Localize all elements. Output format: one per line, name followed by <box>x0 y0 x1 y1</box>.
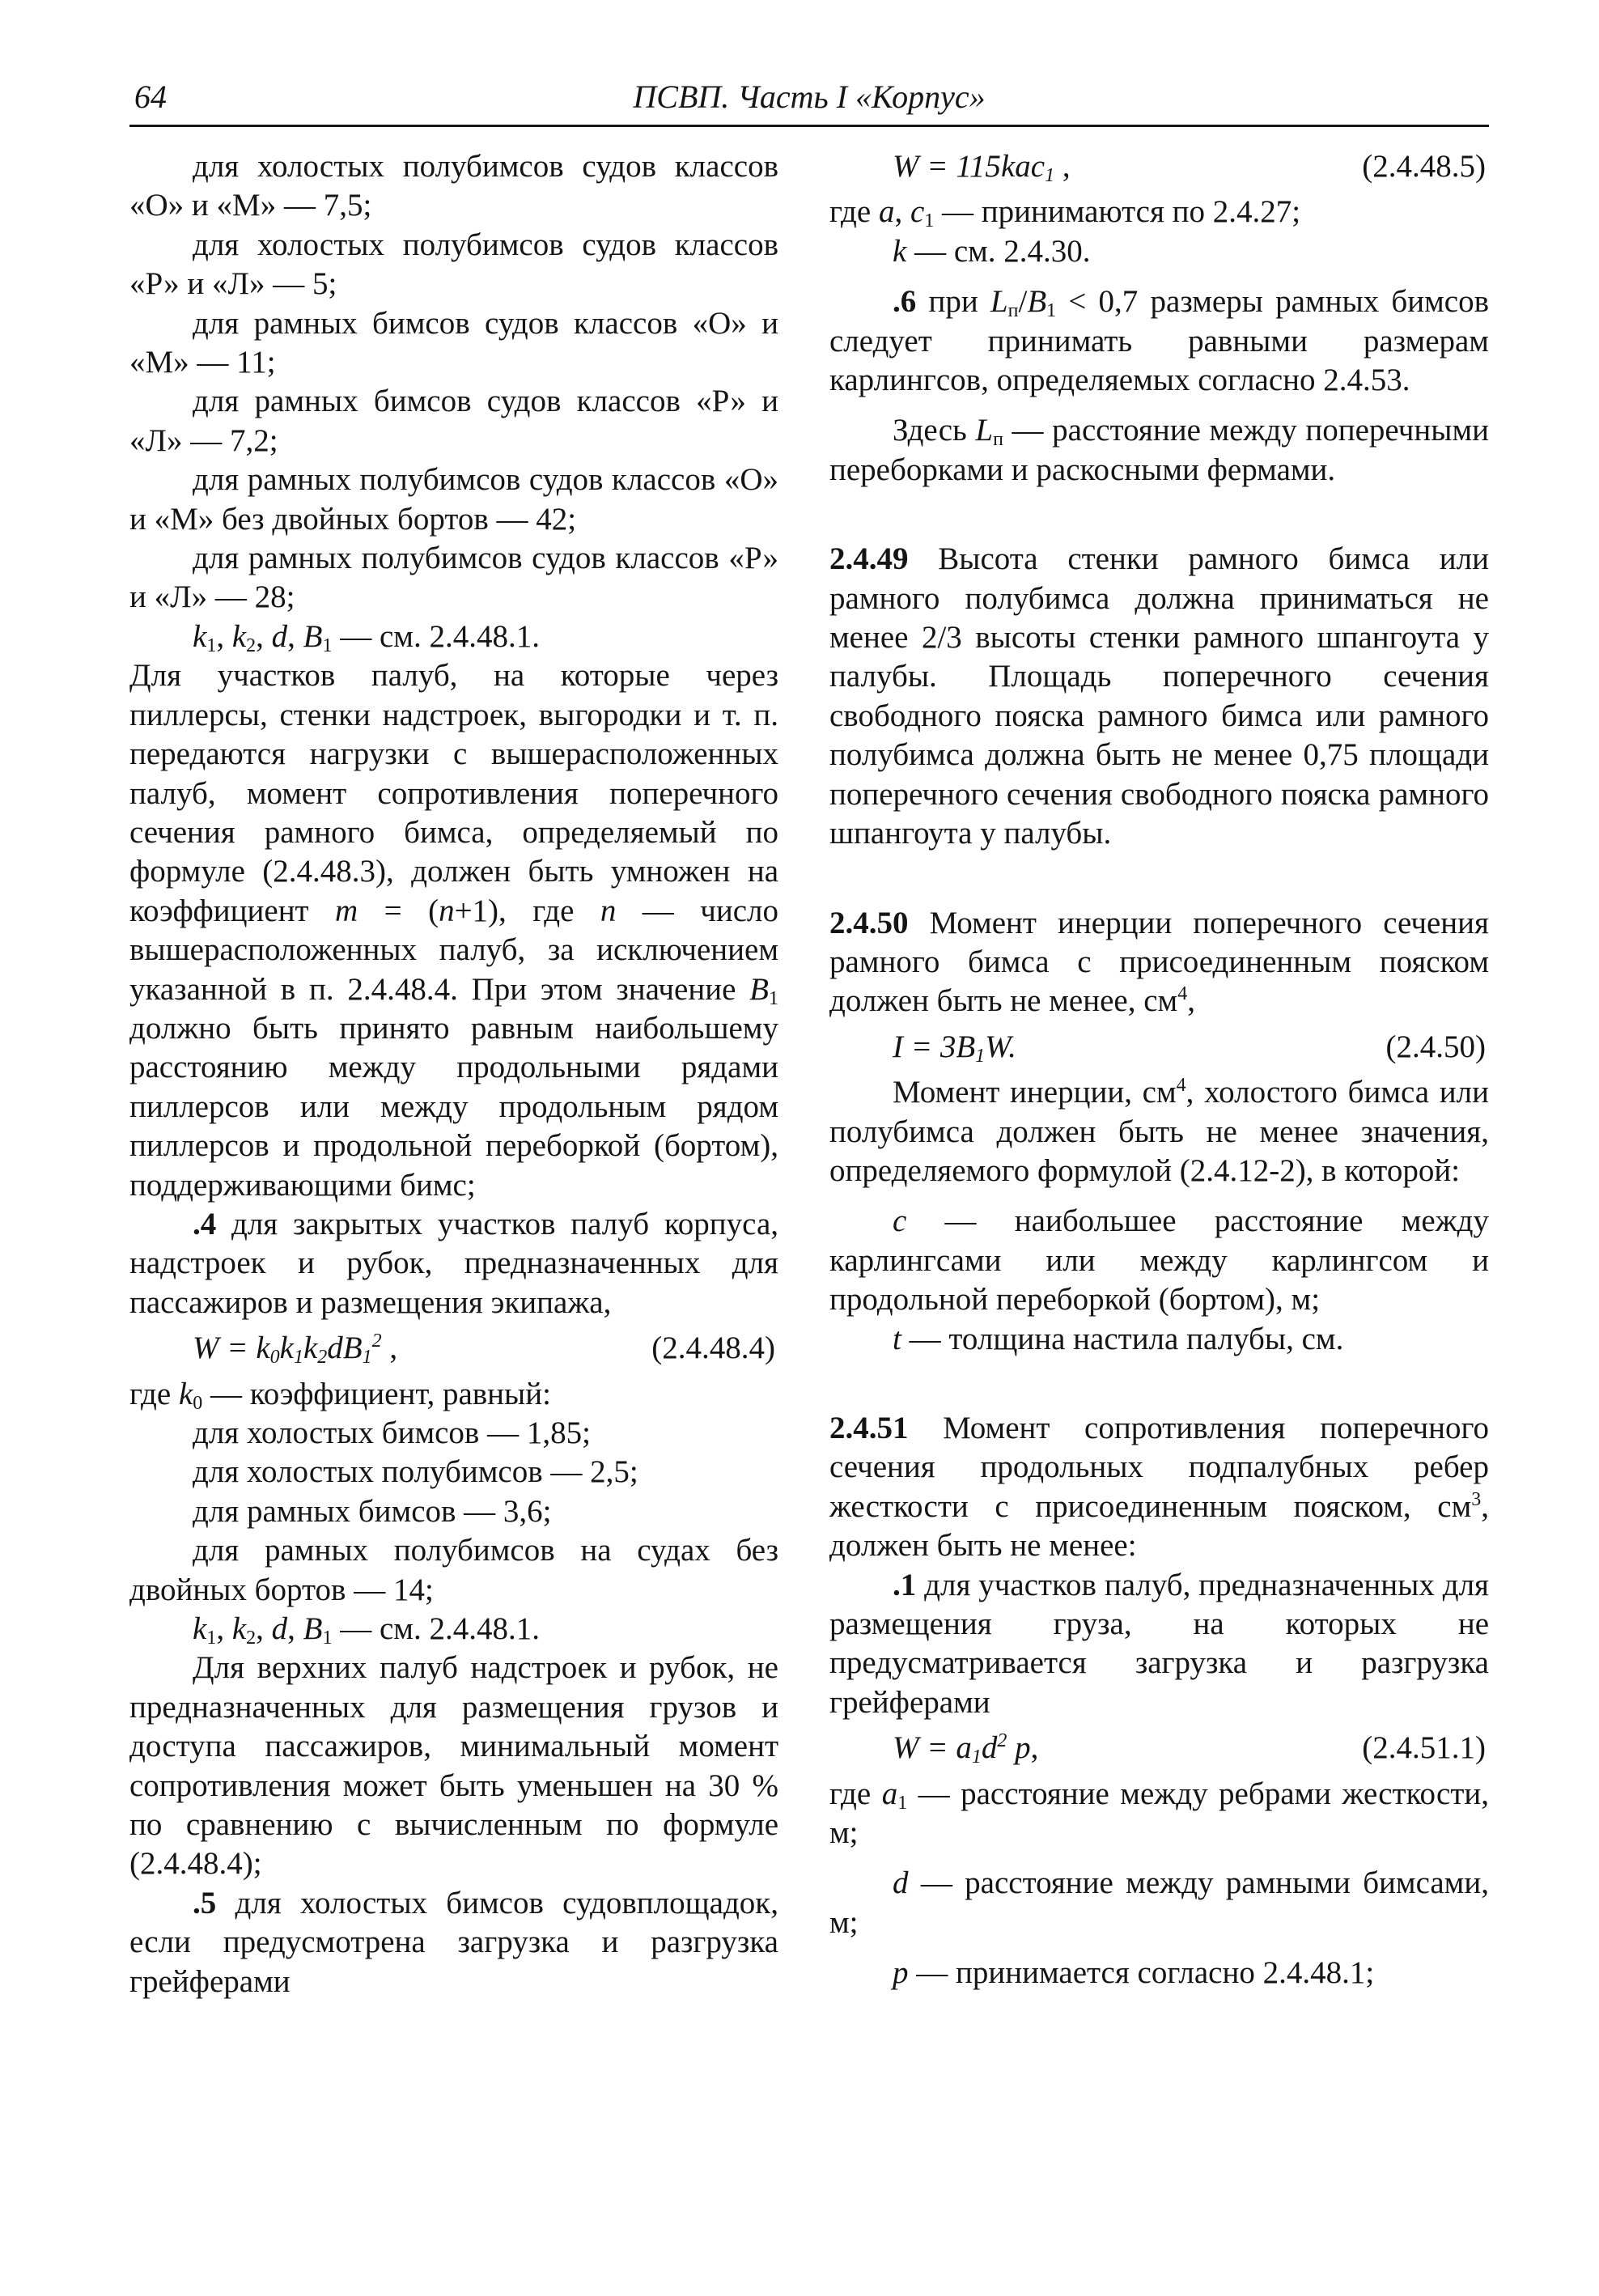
coef-line-2: для холостых полубимсов судов классов «Р» и «Л» — 5; <box>129 227 778 302</box>
right-column <box>829 147 1489 1993</box>
k0-line-2: для холостых полубимсов — 2,5; <box>193 1454 638 1490</box>
def-d: d — расстояние между рамными бимсами, м; <box>829 1865 1489 1940</box>
coef-line-6: для рамных полубимсов судов классов «Р» и «Л» — 28; <box>129 541 778 615</box>
formula-2-4-48-5: W = 115kac$_1$ , (2.4.48.5) <box>893 149 1486 186</box>
formula-2-4-51-1: $W = a_1d^2$ p, (2.4.51.1) <box>893 1730 1486 1768</box>
where-k0: где $k_0$ — коэффициент, равный: <box>129 1376 551 1414</box>
k0-line-3: для рамных бимсов — 3,6; <box>193 1493 552 1529</box>
coef-line-1: для холостых полубимсов судов классов «О» и «М» — 7,5; <box>129 149 778 223</box>
page-header <box>129 78 1489 128</box>
item-1: .1 для участков палуб, предназначенных для размещения груза, на которых не предусматривается загрузка и разгрузка грейферами <box>829 1567 1489 1720</box>
section-2-4-50: 2.4.50 Момент инерции поперечного сечения рамного бимса с присоединенным пояском должен быть не менее, $см^4$, <box>829 905 1489 1019</box>
left-column <box>129 147 778 2001</box>
section-2-4-51: 2.4.51 Момент сопротивления поперечного сечения продольных подпалубных ребер жесткости с присоединенным пояском, $см^3$, должен быть не менее: <box>829 1410 1489 1564</box>
coef-reference: $k_1$, $k_2$, d, $B_1$ — см. 2.4.48.1. <box>193 618 540 656</box>
formula-2-4-48-4: $W = k_0k_1k_2dB_1^2$ , (2.4.48.4) <box>193 1330 775 1369</box>
page-number: 64 <box>134 79 167 115</box>
k0-reference: $k_1$, $k_2$, d, $B_1$ — см. 2.4.48.1. <box>193 1611 540 1649</box>
section-2-4-49: 2.4.49 Высота стенки рамного бимса или рамного полубимса должна приниматься не менее 2/3 высоты стенки рамного шпангоута у палубы. Площадь поперечного сечения свободного пояска рамного бимса или рамного полубимса должна быть не менее 0,75 площади поперечного сечения свободного пояска рамного шпангоута у палубы. <box>829 541 1489 851</box>
here-ln: Здесь $L_п$ — расстояние между поперечными переборками и раскосными фермами. <box>829 413 1489 487</box>
k0-line-4: для рамных полубимсов на судах без двойных бортов — 14; <box>129 1533 778 1607</box>
running-title: ПСВП. Часть I «Корпус» <box>633 79 986 115</box>
where-a-c1: где a, $c_1$ — принимаются по 2.4.27; <box>829 194 1301 232</box>
paragraph-upper-superstructure: Для верхних палуб надстроек и рубок, не предназначенных для размещения грузов и доступа пассажиров, минимальный момент сопротивления может быть уменьшен на 30 % по сравнению с вычисленным по формуле (2.4.48.4); <box>129 1650 778 1882</box>
item-5: .5 для холостых бимсов судовплощадок, если предусмотрена загрузка и разгрузка грейферами <box>129 1885 778 1999</box>
coef-line-3: для рамных бимсов судов классов «О» и «М» — 11; <box>129 305 778 380</box>
paragraph-inertia: Момент инерции, $см^4$, холостого бимса или полубимса должен быть не менее значения, определяемого формулой (2.4.12-2), в которой: <box>829 1075 1489 1188</box>
coef-line-4: для рамных бимсов судов классов «Р» и «Л» — 7,2; <box>129 384 778 458</box>
def-c: c — наибольшее расстояние между карлингсами или между карлингсом и продольной переборкой (бортом), м; <box>829 1203 1489 1318</box>
def-p: p — принимается согласно 2.4.48.1; <box>893 1955 1375 1991</box>
item-6: .6 при $L_п/B_1 < 0,7$ размеры рамных бимсов следует принимать равными размерам карлингсов, определяемых согласно 2.4.53. <box>829 284 1489 398</box>
formula-2-4-50: $I = 3B_1W$. (2.4.50) <box>893 1029 1486 1067</box>
paragraph-upper-decks-load: Для участков палуб, на которые через пиллерсы, стенки надстроек, выгородки и т. п. передаются нагрузки с вышерасположенных палуб, момент сопротивления поперечного сечения рамного бимса, определяемый по формуле (2.4.48.3), должен быть умножен на коэффициент m = (n+1), где n — число вышерасположенных палуб, за исключением указанной в п. 2.4.48.4. При этом значение $B_1$ должно быть принято равным наибольшему расстоянию между продольными рядами пиллерсов или между продольным рядом пиллерсов и продольной переборкой (бортом), поддерживающими бимс; <box>129 658 778 1203</box>
where-k: k — см. 2.4.30. <box>893 233 1091 269</box>
k0-line-1: для холостых бимсов — 1,85; <box>193 1415 591 1450</box>
where-a1: где $a_1$ — расстояние между ребрами жесткости, м; <box>829 1776 1489 1851</box>
header-rule <box>129 125 1489 127</box>
coef-line-5: для рамных полубимсов судов классов «О» и «М» без двойных бортов — 42; <box>129 462 778 537</box>
item-4: .4 для закрытых участков палуб корпуса, надстроек и рубок, предназначенных для пассажиров и размещения экипажа, <box>129 1206 778 1320</box>
def-t: t — толщина настила палубы, см. <box>893 1321 1344 1356</box>
